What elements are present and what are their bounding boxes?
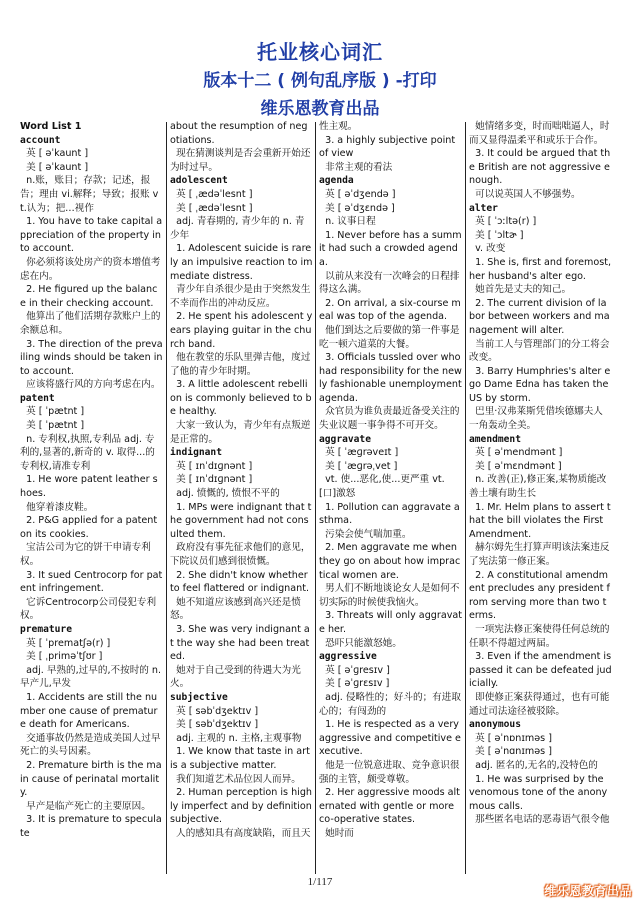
entry-line: 英 [ əˈɡresɪv ] xyxy=(319,664,390,676)
vocab-column-1 xyxy=(20,120,163,878)
entry-line: 3. It is premature to speculate xyxy=(20,814,162,839)
entry-line: 3. Threats will only aggravate her. xyxy=(319,610,463,635)
entry-line: v. 改变 xyxy=(469,243,506,255)
entry-line: 英 [ əˈkaunt ] xyxy=(20,148,89,160)
entry-line: 1. Accidents are still the number one cause of premature death for Americans. xyxy=(20,691,158,731)
entry-line: 恐吓只能激怒她。 xyxy=(319,637,402,649)
entry-line: 美 [ əˈkaunt ] xyxy=(20,161,89,173)
entry-line: adj. 匿名的,无名的,没特色的 xyxy=(469,759,598,771)
headword: patent xyxy=(20,392,55,404)
entry-line: 英 [ ˈprematʃə(r) ] xyxy=(20,637,111,649)
entry-line: 当前工人与管理部门的分工将会改变。 xyxy=(469,338,610,364)
entry-line: 我们知道艺术品位因人而异。 xyxy=(170,773,301,785)
entry-line: adj. 愤慨的, 愤恨不平的 xyxy=(170,488,280,500)
entry-line: 美 [ səbˈdʒektɪv ] xyxy=(170,719,259,731)
entry-line: 1. Mr. Helm plans to assert that the bill violates the First Amendment. xyxy=(469,501,611,540)
entry-line: 3. She was very indignant at the way she had been treated. xyxy=(170,623,310,663)
entry-line: 2. Her aggressive moods alternated with gentle or more co-operative states. xyxy=(319,787,460,826)
entry-line: 2. A constitutional amendment precludes any president from serving more than two terms. xyxy=(469,569,610,622)
entry-line: 现在猜测谈判是否会重新开始还为时过早。 xyxy=(170,148,311,173)
entry-line: 2. On arrival, a six-course meal was top of the agenda. xyxy=(319,297,461,323)
entry-line: 它诉Centrocorp公司侵犯专利权。 xyxy=(20,596,157,622)
entry-line: 英 [ ˈɔːltə(r) ] xyxy=(469,216,537,228)
entry-line: 1. We know that taste in art is a subjective matter. xyxy=(170,746,313,771)
entry-line: 他们到达之后要做的第一件事是吃一顿六道菜的大餐。 xyxy=(319,324,460,350)
entry-line: adj. 主观的 n. 主格,主观事物 xyxy=(170,732,302,744)
entry-line: 美 [ ˈæɡrəˌvet ] xyxy=(319,460,398,472)
entry-line: 美 [ ˌpriməˈtʃʊr ] xyxy=(20,651,103,663)
entry-line: about the resumption of negotiations. xyxy=(170,121,308,146)
entry-line: 男人们不断地谈论女人是如何不切实际的时候使我恼火。 xyxy=(319,583,460,608)
entry-line: 1. MPs were indignant that the government had not consulted them. xyxy=(170,501,312,540)
document-subtitle: 版本十二 ( 例句乱序版 ) -打印 xyxy=(203,71,437,91)
entry-line: 你必须将该处房产的资本增值考虑在内。 xyxy=(20,256,161,282)
entry-line: 1. He is respected as a very aggressive and competitive executive. xyxy=(319,719,463,758)
entry-line: 3. The direction of the prevailing winds should be taken into account. xyxy=(20,338,163,377)
entry-line: 她情绪多变，时而咄咄逼人，时而又显得温柔平和或乐于合作。 xyxy=(469,121,610,146)
entry-line: 英 [ əˈnɒnɪməs ] xyxy=(469,732,552,744)
entry-line: 英 [ ɪnˈdɪɡnənt ] xyxy=(170,460,253,472)
entry-line: adj. 青春期的, 青少年的 n. 青少年 xyxy=(170,216,305,241)
entry-line: adj. 早熟的,过早的,不按时的 n. 早产儿,早发 xyxy=(20,664,165,690)
headword: premature xyxy=(20,623,72,635)
entry-line: 巴里·汉弗莱斯凭借埃德娜夫人一角轰动全美。 xyxy=(469,406,603,432)
entry-line: 众官员为谁负责最近备受关注的失业议题一事争得不可开交。 xyxy=(319,406,460,432)
entry-line: 3. It sued Centrocorp for patent infringement. xyxy=(20,569,163,595)
entry-line: 1. He wore patent leather shoes. xyxy=(20,474,158,500)
entry-line: 美 [ ˌædəˈlesnt ] xyxy=(170,202,253,214)
entry-line: 美 [ əˈɡrɛsɪv ] xyxy=(319,678,390,690)
entry-line: n. 改善(正),修正案,某物质能改善土壤有助生长 xyxy=(469,474,607,500)
entry-line: 2. He spent his adolescent years playing guitar in the church band. xyxy=(170,311,313,350)
entry-line: 美 [ ˈpætnt ] xyxy=(20,420,85,432)
entry-line: 美 [ ˈɔltɚ ] xyxy=(469,229,524,241)
entry-line: 3. Barry Humphries's alter ego Dame Edna has taken the US by storm. xyxy=(469,365,612,404)
entry-line: 交通事故仍然是造成美国人过早死亡的头号因素。 xyxy=(20,732,161,758)
entry-line: 英 [ əˈmendmənt ] xyxy=(469,447,563,459)
entry-line: n.账，账目；存款；记述，报告；理由 vi.解释；导致；报账 vt.认为；把…视作 xyxy=(20,175,159,214)
column-divider xyxy=(465,122,466,874)
entry-line: 3. Even if the amendment is passed it can be defeated judicially. xyxy=(469,651,615,690)
entry-line: 性主观。 xyxy=(319,121,358,132)
entry-line: 美 [ ɪnˈdɪɡnənt ] xyxy=(170,474,253,486)
headword: adolescent xyxy=(170,175,228,187)
entry-line: vt. 使...恶化,使...更严重 vt. [口]激怒 xyxy=(319,474,448,500)
entry-line: 3. a highly subjective point of view xyxy=(319,134,459,160)
entry-line: 2. He figured up the balance in their checking account. xyxy=(20,284,158,309)
entry-line: 青少年自杀很少是由于突然发生不幸而作出的冲动反应。 xyxy=(170,284,311,309)
entry-line: 美 [ əˈnɑnɪməs ] xyxy=(469,746,552,758)
entry-line: 污染会使气喘加重。 xyxy=(319,528,412,540)
entry-line: 美 [ əˈmɛndmənt ] xyxy=(469,460,562,472)
entry-line: 英 [ ˈæɡrəveɪt ] xyxy=(319,447,399,459)
headword: aggravate xyxy=(319,433,371,445)
word-list-heading: Word List 1 xyxy=(20,121,82,132)
entry-line: 2. P&G applied for a patent on its cookies. xyxy=(20,515,161,540)
entry-line: 她时而 xyxy=(319,827,354,839)
entry-line: n. 议事日程 xyxy=(319,216,376,228)
entry-line: 1. She is, first and foremost, her husband's alter ego. xyxy=(469,256,615,282)
entry-line: 3. Officials tussled over who had responsibility for the newly fashionable unemployment agenda. xyxy=(319,352,465,404)
entry-line: 2. She didn't know whether to feel flattered or indignant. xyxy=(170,569,311,595)
entry-line: 即使修正案获得通过，也有可能通过司法途径被驳除。 xyxy=(469,691,610,717)
entry-line: 1. Never before has a summit had such a crowded agenda. xyxy=(319,229,462,268)
entry-line: 应该将盛行风的方向考虑在内。 xyxy=(20,379,161,391)
entry-line: 以前从来没有一次峰会的日程排得这么满。 xyxy=(319,270,460,296)
entry-line: 人的感知具有高度缺陷，而且天 xyxy=(170,827,311,839)
vocab-column-2 xyxy=(170,120,313,878)
entry-line: 大家一致认为，青少年有点叛逆是正常的。 xyxy=(170,420,311,445)
headword: aggressive xyxy=(319,651,377,663)
headword: account xyxy=(20,134,61,146)
entry-line: 他穿着漆皮鞋。 xyxy=(20,501,94,513)
document-title: 托业核心词汇 xyxy=(257,40,383,64)
headword: subjective xyxy=(170,691,228,703)
entry-line: 3. A little adolescent rebellion is commonly believed to be healthy. xyxy=(170,379,312,418)
entry-line: 英 [ əˈdʒendə ] xyxy=(319,188,396,200)
column-divider xyxy=(315,122,316,874)
vocab-column-4 xyxy=(469,120,615,878)
entry-line: 他在教堂的乐队里弹吉他，度过了他的青少年时期。 xyxy=(170,352,311,377)
entry-line: 英 [ ˈpætnt ] xyxy=(20,406,85,418)
watermark: 维乐恩教育出品 xyxy=(544,884,632,898)
entry-line: 2. Human perception is highly imperfect and by definition subjective. xyxy=(170,787,315,826)
entry-line: 早产是临产死亡的主要原因。 xyxy=(20,800,151,812)
headword: alter xyxy=(469,202,498,214)
headword: amendment xyxy=(469,433,521,445)
entry-line: 她不知道应该感到高兴还是愤怒。 xyxy=(170,596,301,622)
entry-line: 2. Premature birth is the main cause of perinatal mortality. xyxy=(20,759,162,799)
entry-line: 3. It could be argued that the British are not aggressive enough. xyxy=(469,148,611,187)
column-divider xyxy=(166,122,167,874)
entry-line: 可以说英国人不够强势。 xyxy=(469,188,581,200)
page-number: 1/117 xyxy=(307,876,333,888)
entry-line: n. 专利权,执照,专利品 adj. 专利的,显著的,新奇的 v. 取得...的专利权,请准专利 xyxy=(20,433,155,472)
entry-line: 非常主观的看法 xyxy=(319,161,393,173)
headword: anonymous xyxy=(469,719,521,731)
entry-line: 政府没有事先征求他们的意见，下院议员们感到很愤慨。 xyxy=(170,542,311,567)
headword: agenda xyxy=(319,175,354,187)
entry-line: 1. You have to take capital appreciation of the property into account. xyxy=(20,216,163,255)
vocab-column-3 xyxy=(319,120,465,878)
entry-line: 他算出了他们活期存款账户上的余额总和。 xyxy=(20,311,161,336)
entry-line: 2. Men aggravate me when they go on about how impractical women are. xyxy=(319,542,461,581)
entry-line: 英 [ səbˈdʒektɪv ] xyxy=(170,705,259,717)
entry-line: adj. 侵略性的；好斗的；有进取心的；有闯劲的 xyxy=(319,691,461,717)
entry-line: 2. The current division of labor between workers and management will alter. xyxy=(469,297,610,336)
entry-line: 她首先是丈夫的知己。 xyxy=(469,284,572,296)
entry-line: 赫尔姆先生打算声明该法案违反了宪法第一修正案。 xyxy=(469,542,610,567)
entry-line: 1. Adolescent suicide is rarely an impulsive reaction to immediate distress. xyxy=(170,243,313,282)
entry-line: 那些匿名电话的恶毒语气很令他 xyxy=(469,814,610,826)
headword: indignant xyxy=(170,447,222,459)
publisher-line: 维乐恩教育出品 xyxy=(260,99,380,119)
entry-line: 美 [ əˈdʒɛndə ] xyxy=(319,202,395,214)
entry-line: 她对于自己受到的待遇大为光火。 xyxy=(170,664,301,690)
entry-line: 英 [ ˌædəˈlesnt ] xyxy=(170,188,253,200)
entry-line: 1. Pollution can aggravate asthma. xyxy=(319,501,460,527)
entry-line: 一项宪法修正案使得任何总统的任职不得超过两届。 xyxy=(469,623,610,649)
entry-line: 宝洁公司为它的饼干申请专利权。 xyxy=(20,542,151,567)
entry-line: 1. He was surprised by the venomous tone of the anonymous calls. xyxy=(469,773,608,812)
entry-line: 他是一位锐意进取、竞争意识很强的主管，颇受尊敬。 xyxy=(319,759,460,785)
